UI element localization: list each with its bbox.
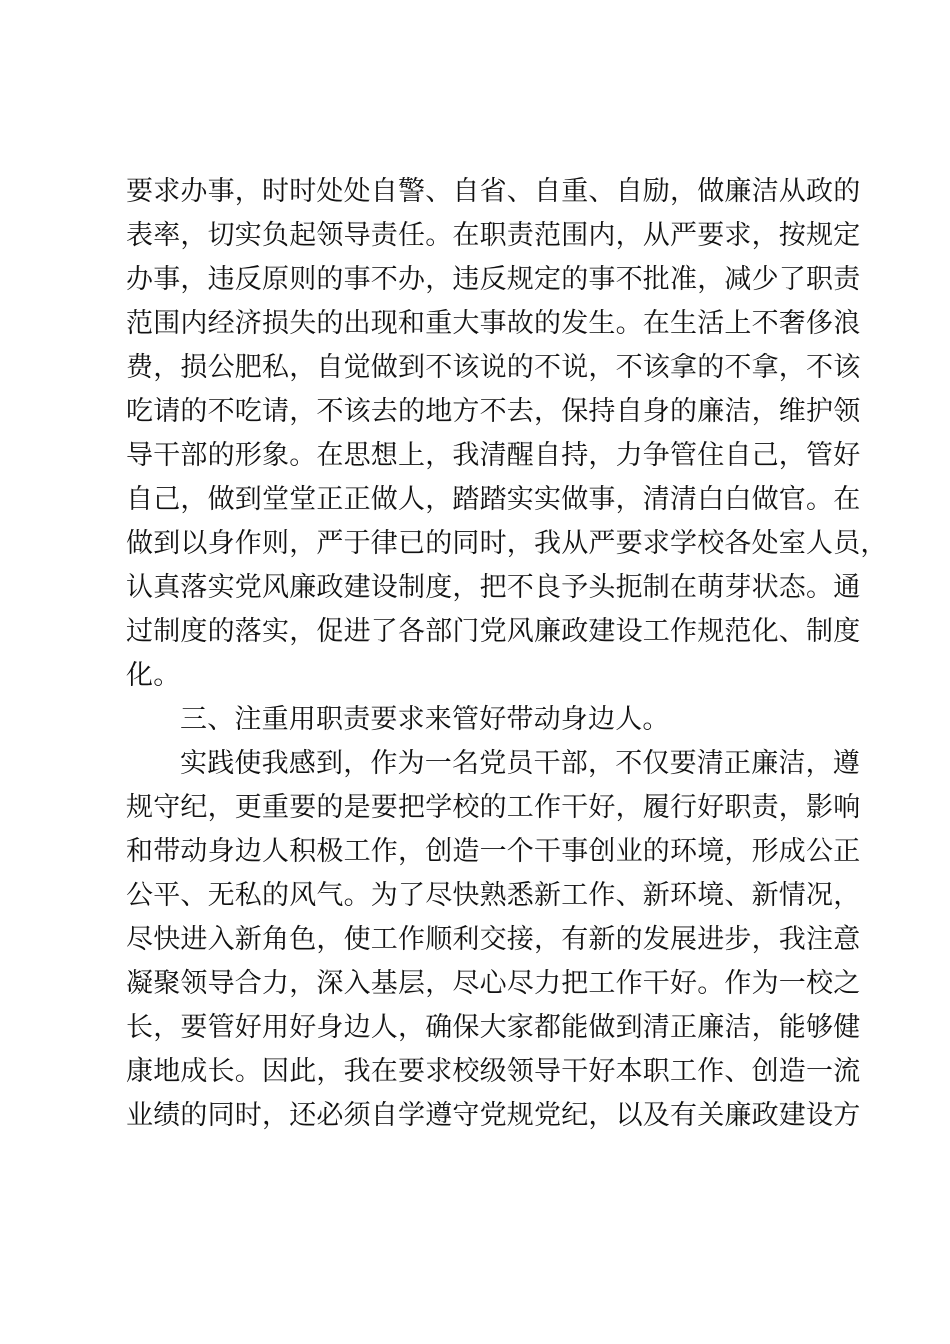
text-line: 要求办事，时时处处自警、自省、自重、自励，做廉洁从政的 (126, 176, 861, 207)
text-line: 表率，切实负起领导责任。在职责范围内，从严要求，按规定 (126, 220, 861, 251)
text-line: 尽快进入新角色，使工作顺利交接，有新的发展进步，我注意 (126, 924, 861, 955)
paragraph-continuation (126, 170, 888, 698)
text-line: 康地成长。因此，我在要求校级领导干好本职工作、创造一流 (126, 1056, 861, 1087)
text-line: 认真落实党风廉政建设制度，把不良予头扼制在萌芽状态。通 (126, 572, 861, 603)
section-heading: 三、注重用职责要求来管好带动身边人。 (180, 704, 670, 735)
text-line: 做到以身作则，严于律已的同时，我从严要求学校各处室人员， (126, 528, 888, 559)
text-line: 业绩的同时，还必须自学遵守党规党纪，以及有关廉政建设方 (126, 1100, 861, 1131)
text-line: 范围内经济损失的出现和重大事故的发生。在生活上不奢侈浪 (126, 308, 861, 339)
text-line: 吃请的不吃请，不该去的地方不去，保持自身的廉洁，维护领 (126, 396, 861, 427)
text-line: 自己，做到堂堂正正做人，踏踏实实做事，清清白白做官。在 (126, 484, 861, 515)
text-line: 办事，违反原则的事不办，违反规定的事不批准，减少了职责 (126, 264, 861, 295)
text-line: 费，损公肥私，自觉做到不该说的不说，不该拿的不拿，不该 (126, 352, 861, 383)
text-line: 凝聚领导合力，深入基层，尽心尽力把工作干好。作为一校之 (126, 968, 861, 999)
text-line: 和带动身边人积极工作，创造一个干事创业的环境，形成公正 (126, 836, 861, 867)
text-line: 长，要管好用好身边人，确保大家都能做到清正廉洁，能够健 (126, 1012, 861, 1043)
paragraph-practice (126, 742, 861, 1138)
text-line: 实践使我感到，作为一名党员干部，不仅要清正廉洁，遵 (180, 748, 860, 779)
text-line: 过制度的落实，促进了各部门党风廉政建设工作规范化、制度 (126, 616, 861, 647)
text-line: 导干部的形象。在思想上，我清醒自持，力争管住自己，管好 (126, 440, 861, 471)
text-line: 公平、无私的风气。为了尽快熟悉新工作、新环境、新情况， (126, 880, 861, 911)
text-line: 化。 (126, 660, 181, 691)
document-body (126, 170, 888, 1138)
text-line: 规守纪，更重要的是要把学校的工作干好，履行好职责，影响 (126, 792, 861, 823)
